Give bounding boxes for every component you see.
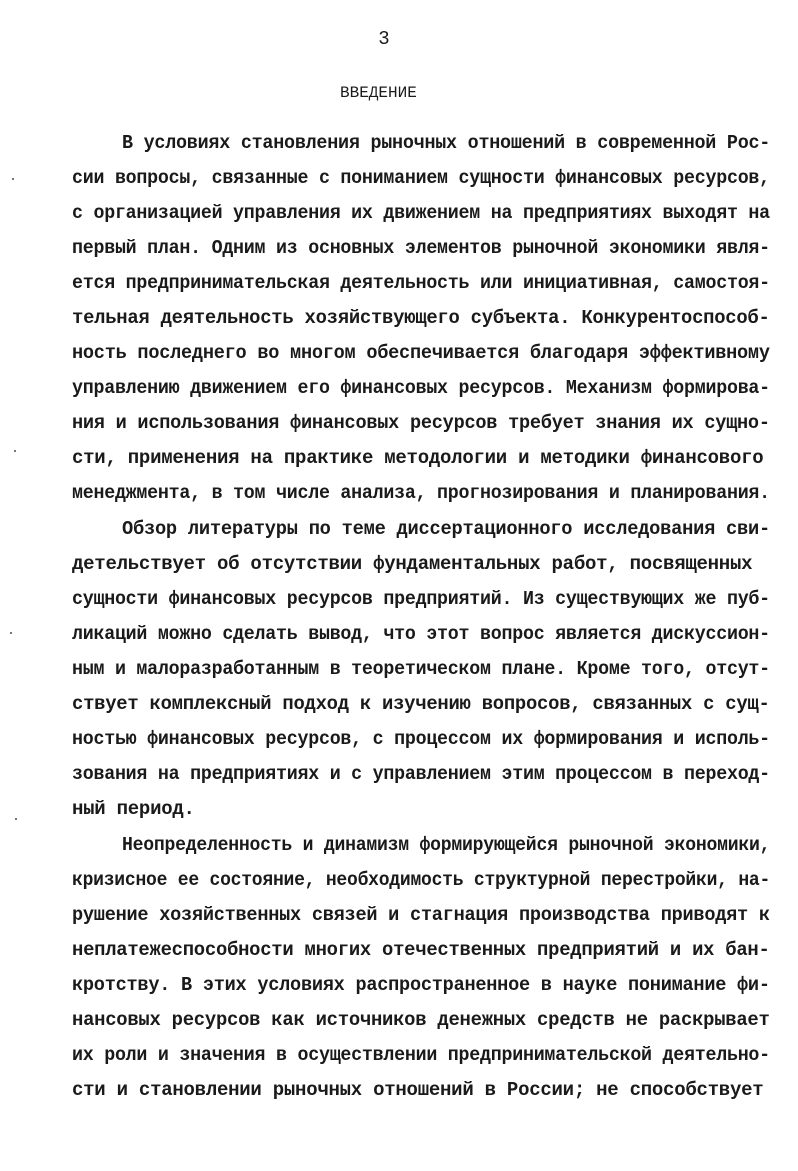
text-line-11: менеджмента, в том числе анализа, прогнозирования и планирования. [72, 482, 770, 504]
text-line-5: ется предпринимательская деятельность или инициативная, самостоя- [72, 272, 770, 294]
scan-speck [14, 450, 16, 452]
scan-speck [10, 632, 12, 634]
text-line-10: сти, применения на практике методологии и методики финансового [72, 447, 764, 469]
text-line-12: Обзор литературы по теме диссертационного исследования сви- [122, 518, 770, 540]
text-line-4: первый план. Одним из основных элементов рыночной экономики явля- [72, 237, 770, 259]
text-line-20: ный период. [72, 798, 195, 820]
text-line-24: неплатежеспособности многих отечественных предприятий и их бан- [72, 939, 770, 961]
text-line-28: сти и становлении рыночных отношений в России; не способствует [72, 1079, 764, 1101]
text-line-22: кризисное ее состояние, необходимость структурной перестройки, на- [72, 869, 771, 891]
text-line-6: тельная деятельность хозяйствующего субъекта. Конкурентоспособ- [72, 307, 770, 329]
text-line-13: детельствует об отсутствии фундаментальных работ, посвященных [72, 553, 753, 575]
text-line-3: с организацией управления их движением на предприятиях выходят на [72, 202, 770, 224]
text-line-9: ния и использования финансовых ресурсов требует знания их сущно- [72, 412, 770, 434]
text-line-1: В условиях становления рыночных отношений в современной Рос- [122, 132, 771, 154]
text-line-26: нансовых ресурсов как источников денежных средств не раскрывает [72, 1009, 770, 1031]
section-heading: ВВЕДЕНИЕ [340, 84, 417, 102]
text-line-17: ствует комплексный подход к изучению вопросов, связанных с сущ- [72, 693, 770, 715]
text-line-18: ностью финансовых ресурсов, с процессом их формирования и исполь- [72, 728, 770, 750]
text-line-25: кротству. В этих условиях распространенное в науке понимание фи- [72, 974, 770, 996]
text-line-16: ным и малоразработанным в теоретическом плане. Кроме того, отсут- [72, 658, 770, 680]
text-line-2: сии вопросы, связанные с пониманием сущности финансовых ресурсов, [72, 167, 770, 189]
text-line-19: зования на предприятиях и с управлением этим процессом в переход- [72, 763, 770, 785]
text-line-8: управлению движением его финансовых ресурсов. Механизм формирова- [72, 377, 770, 399]
text-line-21: Неопределенность и динамизм формирующейся рыночной экономики, [122, 834, 771, 856]
text-line-23: рушение хозяйственных связей и стагнация производства приводят к [72, 904, 770, 926]
text-line-7: ность последнего во многом обеспечивается благодаря эффективному [72, 342, 770, 364]
text-line-14: сущности финансовых ресурсов предприятий. Из существующих же пуб- [72, 588, 770, 610]
page-number: 3 [378, 28, 390, 50]
text-line-27: их роли и значения в осуществлении предпринимательской деятельно- [72, 1044, 770, 1066]
scan-speck [12, 178, 14, 180]
scan-speck [15, 818, 17, 820]
text-line-15: ликаций можно сделать вывод, что этот вопрос является дискуссион- [72, 623, 770, 645]
